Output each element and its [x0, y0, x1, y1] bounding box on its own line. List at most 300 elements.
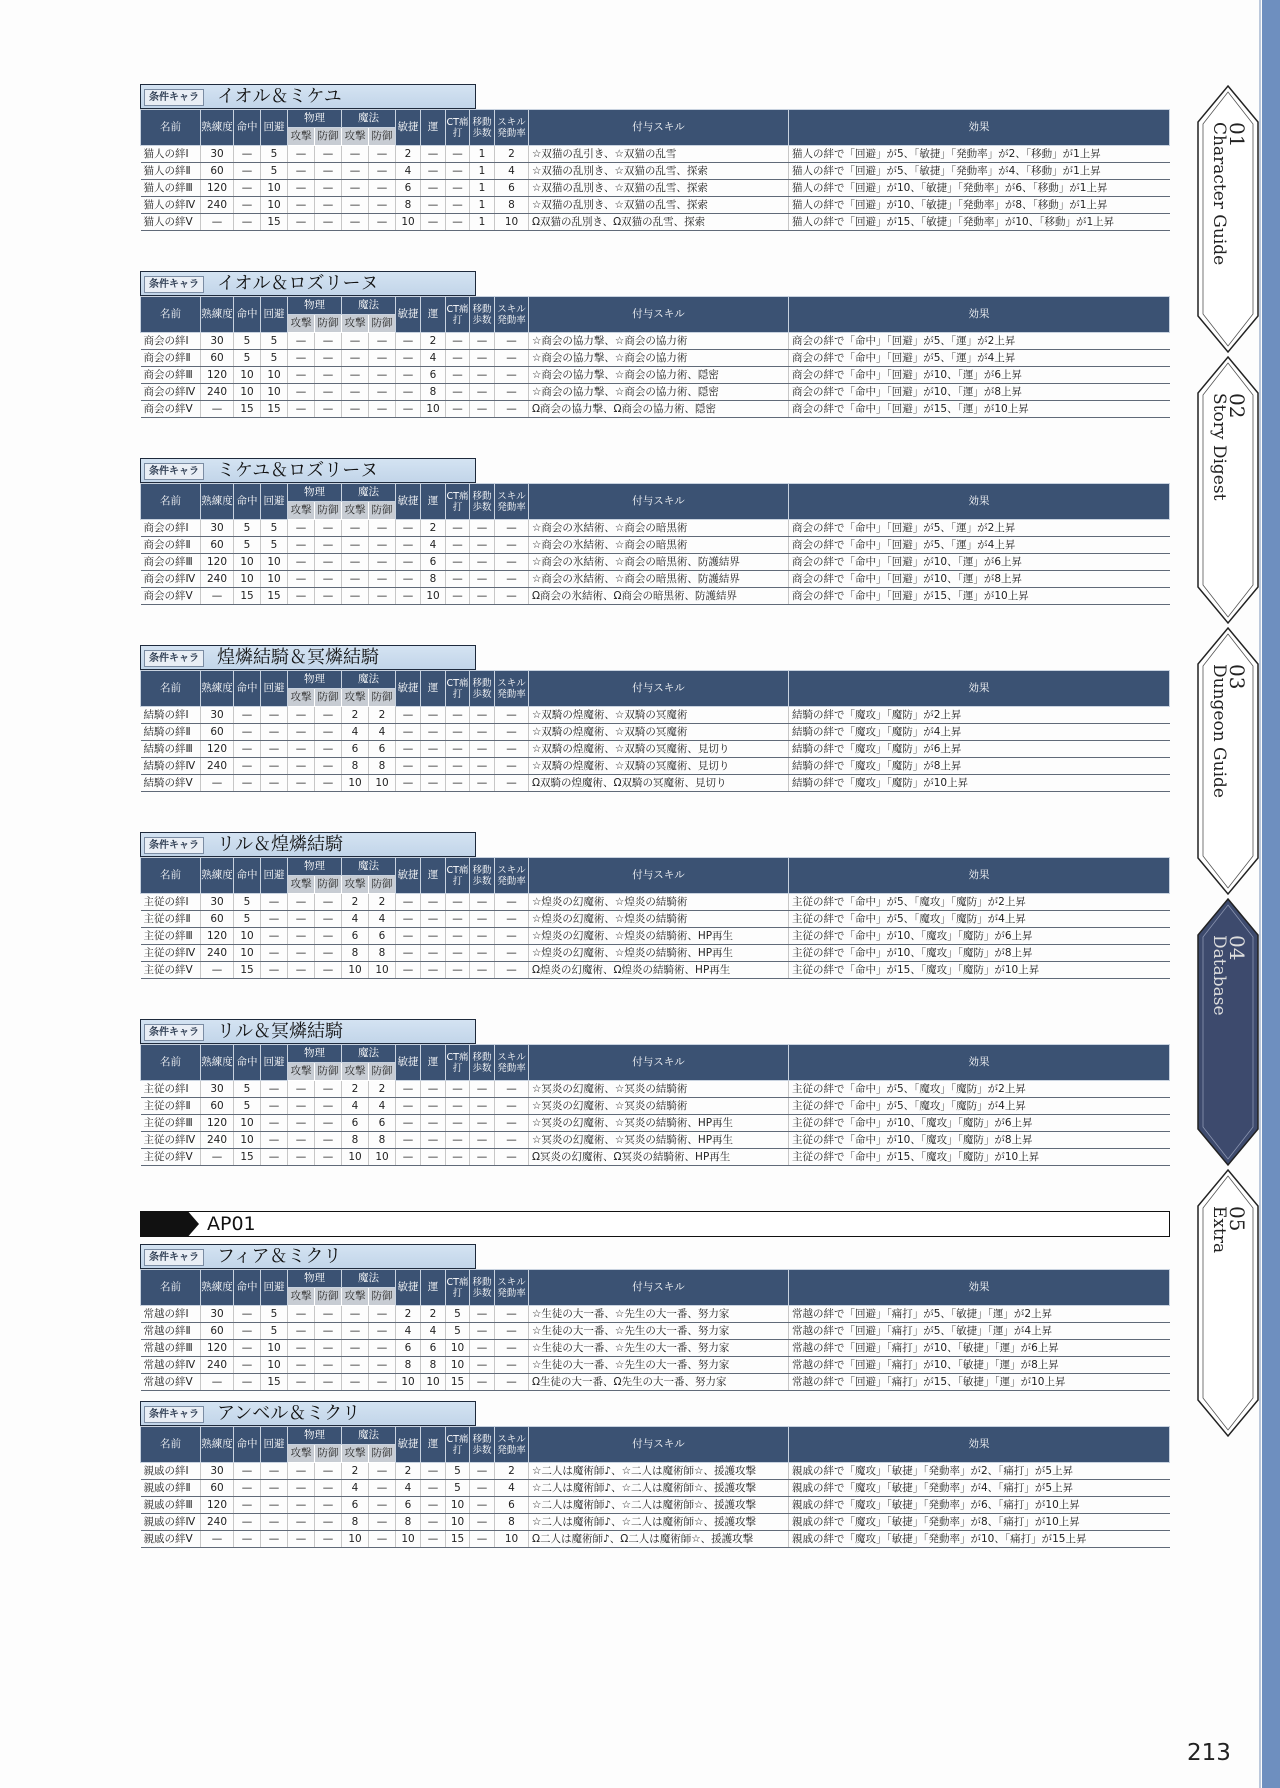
table-cell: — — [288, 1115, 315, 1132]
bond-stats-table — [140, 1426, 1170, 1548]
table-cell: — — [470, 333, 495, 350]
table-cell: — — [396, 1081, 421, 1098]
condition-characters: リル＆煌燐結騎 — [217, 834, 343, 855]
table-cell: — — [369, 537, 396, 554]
table-cell: 1 — [470, 146, 495, 163]
table-cell: ☆冥炎の幻魔術、☆冥炎の結騎術、HP再生 — [529, 1115, 789, 1132]
col-header-accuracy: 命中 — [234, 110, 261, 146]
condition-characters: ミケユ＆ロズリーヌ — [217, 460, 379, 481]
table-cell: — — [421, 163, 446, 180]
table-cell: — — [495, 1323, 529, 1340]
table-row — [141, 724, 1170, 741]
table-cell: 30 — [201, 1306, 234, 1323]
table-cell: — — [396, 333, 421, 350]
condition-label — [140, 1401, 476, 1426]
col-header-luck: 運 — [421, 671, 446, 707]
table-row — [141, 758, 1170, 775]
table-cell: 常越の絆で「回避」「痛打」が15、「敏捷」「運」が10上昇 — [789, 1374, 1170, 1391]
table-cell: — — [261, 758, 288, 775]
side-stripe — [1262, 0, 1280, 1788]
table-cell: — — [369, 1480, 396, 1497]
table-cell: — — [470, 1340, 495, 1357]
table-cell: 常越の絆で「回避」「痛打」が5、「敏捷」「運」が2上昇 — [789, 1306, 1170, 1323]
table-cell: — — [495, 1081, 529, 1098]
table-cell: 30 — [201, 707, 234, 724]
col-header-proficiency: 熟練度 — [201, 1427, 234, 1463]
table-cell: — — [342, 333, 369, 350]
table-cell: — — [315, 1306, 342, 1323]
table-row — [141, 163, 1170, 180]
table-cell: 商会の絆で「命中」「回避」が10、「運」が6上昇 — [789, 367, 1170, 384]
tab-chapter-01[interactable] — [1196, 84, 1260, 354]
table-cell: 主従の絆Ⅴ — [141, 1149, 201, 1166]
table-cell: 5 — [261, 537, 288, 554]
table-cell: — — [446, 1115, 470, 1132]
table-cell: 商会の絆Ⅳ — [141, 571, 201, 588]
table-row — [141, 707, 1170, 724]
table-row — [141, 1357, 1170, 1374]
table-cell: 4 — [495, 163, 529, 180]
table-cell: — — [495, 1115, 529, 1132]
table-cell: 6 — [396, 1497, 421, 1514]
col-header-physical-defense: 防御 — [315, 689, 342, 707]
table-cell: — — [446, 945, 470, 962]
col-header-magic-attack: 攻撃 — [342, 1445, 369, 1463]
table-cell: — — [234, 1497, 261, 1514]
table-cell: 10 — [446, 1357, 470, 1374]
table-cell: ☆二人は魔術師♪、☆二人は魔術師☆、援護攻撃 — [529, 1514, 789, 1531]
table-cell: — — [261, 1531, 288, 1548]
table-cell: 10 — [421, 401, 446, 418]
tab-label — [1209, 664, 1249, 798]
table-cell: — — [421, 1081, 446, 1098]
condition-badge: 条件キャラ — [144, 1406, 204, 1423]
table-cell: — — [495, 367, 529, 384]
table-cell: — — [369, 554, 396, 571]
table-cell: — — [495, 1149, 529, 1166]
table-cell: — — [495, 571, 529, 588]
table-cell: — — [288, 401, 315, 418]
col-header-granted-skill: 付与スキル — [529, 1045, 789, 1081]
table-cell: — — [446, 350, 470, 367]
col-header-luck: 運 — [421, 1270, 446, 1306]
table-cell: 15 — [234, 401, 261, 418]
col-header-skill-rate: スキル発動率 — [495, 1270, 529, 1306]
table-cell: — — [288, 1374, 315, 1391]
col-header-effect: 効果 — [789, 297, 1170, 333]
table-cell: — — [495, 333, 529, 350]
col-header-magic-defense: 防御 — [369, 876, 396, 894]
table-cell: — — [261, 1149, 288, 1166]
col-header-evasion: 回避 — [261, 1045, 288, 1081]
col-header-effect: 効果 — [789, 110, 1170, 146]
tab-chapter-02[interactable] — [1196, 355, 1260, 625]
table-cell: — — [446, 724, 470, 741]
col-header-granted-skill: 付与スキル — [529, 484, 789, 520]
table-cell: — — [495, 384, 529, 401]
table-cell: — — [342, 384, 369, 401]
table-cell: 結騎の絆で「魔攻」「魔防」が6上昇 — [789, 741, 1170, 758]
col-header-magic: 魔法 — [342, 671, 396, 689]
col-header-agility: 敏捷 — [396, 671, 421, 707]
table-cell: — — [288, 1463, 315, 1480]
table-cell: — — [288, 554, 315, 571]
table-cell: — — [288, 520, 315, 537]
table-cell: — — [470, 1132, 495, 1149]
table-row — [141, 1374, 1170, 1391]
table-cell: — — [342, 554, 369, 571]
table-cell: 商会の絆Ⅰ — [141, 333, 201, 350]
table-cell: 1 — [470, 214, 495, 231]
table-cell: — — [342, 1323, 369, 1340]
condition-characters: イオル＆ロズリーヌ — [217, 273, 379, 294]
col-header-magic-attack: 攻撃 — [342, 128, 369, 146]
table-cell: — — [261, 1098, 288, 1115]
col-header-proficiency: 熟練度 — [201, 671, 234, 707]
bond-table-block — [140, 84, 1170, 231]
table-cell: — — [369, 520, 396, 537]
table-row — [141, 962, 1170, 979]
table-cell: 30 — [201, 146, 234, 163]
table-cell: — — [470, 758, 495, 775]
table-cell: — — [288, 945, 315, 962]
table-cell: 常越の絆で「回避」「痛打」が5、「敏捷」「運」が4上昇 — [789, 1323, 1170, 1340]
table-cell: — — [288, 741, 315, 758]
table-cell: — — [342, 1340, 369, 1357]
col-header-magic-defense: 防御 — [369, 502, 396, 520]
col-header-accuracy: 命中 — [234, 1045, 261, 1081]
table-cell: 結騎の絆Ⅳ — [141, 758, 201, 775]
table-cell: 8 — [342, 1514, 369, 1531]
table-cell: — — [369, 350, 396, 367]
col-header-physical-defense: 防御 — [315, 128, 342, 146]
table-cell: — — [369, 180, 396, 197]
col-header-move-steps: 移動歩数 — [470, 110, 495, 146]
table-cell: 2 — [495, 146, 529, 163]
table-cell: ☆二人は魔術師♪、☆二人は魔術師☆、援護攻撃 — [529, 1480, 789, 1497]
table-cell: — — [315, 197, 342, 214]
table-cell: — — [396, 724, 421, 741]
table-cell: — — [288, 571, 315, 588]
table-cell: — — [470, 401, 495, 418]
table-cell: 30 — [201, 333, 234, 350]
table-cell: ☆双騎の煌魔術、☆双騎の冥魔術、見切り — [529, 758, 789, 775]
table-cell: 親戚の絆で「魔攻」「敏捷」「発動率」が6、「痛打」が10上昇 — [789, 1497, 1170, 1514]
table-cell: 8 — [396, 197, 421, 214]
col-header-effect: 効果 — [789, 858, 1170, 894]
table-cell: 4 — [342, 724, 369, 741]
table-cell: 常越の絆で「回避」「痛打」が10、「敏捷」「運」が6上昇 — [789, 1340, 1170, 1357]
table-cell: — — [288, 163, 315, 180]
col-header-physical-attack: 攻撃 — [288, 689, 315, 707]
table-cell: 商会の絆で「命中」「回避」が5、「運」が2上昇 — [789, 333, 1170, 350]
table-cell: — — [396, 520, 421, 537]
table-cell: — — [288, 758, 315, 775]
table-cell: 10 — [234, 945, 261, 962]
table-cell: — — [288, 350, 315, 367]
table-cell: 8 — [369, 945, 396, 962]
table-cell: — — [396, 350, 421, 367]
table-cell: 60 — [201, 911, 234, 928]
bond-table-block — [140, 1019, 1170, 1166]
table-cell: — — [369, 1340, 396, 1357]
table-cell: — — [470, 367, 495, 384]
table-cell: — — [342, 350, 369, 367]
table-cell: — — [396, 911, 421, 928]
table-cell: 親戚の絆Ⅴ — [141, 1531, 201, 1548]
table-cell: — — [369, 1306, 396, 1323]
table-cell: ☆双猫の乱引き、☆双猫の乱雪 — [529, 146, 789, 163]
col-header-magic-defense: 防御 — [369, 1063, 396, 1081]
table-cell: — — [396, 707, 421, 724]
col-header-ct-critical: CT痛打 — [446, 484, 470, 520]
table-cell: — — [421, 758, 446, 775]
table-cell: 10 — [396, 214, 421, 231]
col-header-accuracy: 命中 — [234, 858, 261, 894]
table-cell: — — [315, 180, 342, 197]
table-row — [141, 367, 1170, 384]
col-header-skill-rate: スキル発動率 — [495, 858, 529, 894]
tab-label — [1209, 122, 1249, 266]
table-cell: 5 — [261, 333, 288, 350]
condition-badge: 条件キャラ — [144, 1024, 204, 1041]
col-header-evasion: 回避 — [261, 858, 288, 894]
table-cell: ☆双猫の乱別き、☆双猫の乱雪、探索 — [529, 180, 789, 197]
col-header-evasion: 回避 — [261, 484, 288, 520]
table-cell: — — [288, 1132, 315, 1149]
col-header-proficiency: 熟練度 — [201, 1270, 234, 1306]
table-cell: — — [495, 1340, 529, 1357]
table-cell: 結騎の絆Ⅰ — [141, 707, 201, 724]
table-cell: — — [396, 571, 421, 588]
table-cell: ☆二人は魔術師♪、☆二人は魔術師☆、援護攻撃 — [529, 1463, 789, 1480]
bond-stats-table — [140, 857, 1170, 979]
table-cell: 商会の絆で「命中」「回避」が5、「運」が4上昇 — [789, 537, 1170, 554]
col-header-name: 名前 — [141, 484, 201, 520]
table-cell: ☆生徒の大一番、☆先生の大一番、努力家 — [529, 1306, 789, 1323]
table-cell: ☆煌炎の幻魔術、☆煌炎の結騎術、HP再生 — [529, 928, 789, 945]
tab-title: Story Digest — [1209, 393, 1229, 501]
table-cell: — — [396, 1132, 421, 1149]
table-cell: — — [288, 214, 315, 231]
table-cell: — — [495, 520, 529, 537]
table-cell: 猫人の絆で「回避」が5、「敏捷」「発動率」が2、「移動」が1上昇 — [789, 146, 1170, 163]
table-cell: 主従の絆で「命中」が5、「魔攻」「魔防」が2上昇 — [789, 1081, 1170, 1098]
table-cell: ☆冥炎の幻魔術、☆冥炎の結騎術 — [529, 1098, 789, 1115]
table-cell: 猫人の絆Ⅱ — [141, 163, 201, 180]
table-cell: ☆双騎の煌魔術、☆双騎の冥魔術 — [529, 707, 789, 724]
bond-stats-table — [140, 109, 1170, 231]
table-cell: 猫人の絆で「回避」が10、「敏捷」「発動率」が8、「移動」が1上昇 — [789, 197, 1170, 214]
table-cell: 8 — [421, 571, 446, 588]
table-cell: — — [446, 1149, 470, 1166]
table-cell: — — [369, 197, 396, 214]
table-cell: — — [421, 1115, 446, 1132]
table-cell: — — [315, 1081, 342, 1098]
table-row — [141, 1132, 1170, 1149]
table-cell: — — [234, 1306, 261, 1323]
table-cell: 10 — [234, 1132, 261, 1149]
condition-characters: フィア＆ミクリ — [217, 1246, 342, 1267]
col-header-evasion: 回避 — [261, 1270, 288, 1306]
table-cell: 主従の絆で「命中」が5、「魔攻」「魔防」が2上昇 — [789, 894, 1170, 911]
table-cell: — — [288, 1357, 315, 1374]
table-cell: — — [396, 928, 421, 945]
table-cell: — — [288, 894, 315, 911]
table-cell: — — [470, 1115, 495, 1132]
table-cell: — — [446, 911, 470, 928]
table-cell: 6 — [421, 554, 446, 571]
table-cell: — — [470, 554, 495, 571]
table-row — [141, 146, 1170, 163]
header-row — [141, 1045, 1170, 1063]
table-cell: 5 — [446, 1480, 470, 1497]
col-header-skill-rate: スキル発動率 — [495, 1045, 529, 1081]
col-header-physical-attack: 攻撃 — [288, 1445, 315, 1463]
tab-number: 05 — [1225, 1206, 1249, 1232]
col-header-agility: 敏捷 — [396, 1427, 421, 1463]
col-header-physical-attack: 攻撃 — [288, 1288, 315, 1306]
section-bar-ap01 — [140, 1211, 1170, 1237]
table-cell: 2 — [421, 1306, 446, 1323]
table-row — [141, 350, 1170, 367]
bond-table-block — [140, 458, 1170, 605]
col-header-granted-skill: 付与スキル — [529, 1427, 789, 1463]
col-header-physical-defense: 防御 — [315, 876, 342, 894]
table-cell: — — [470, 1357, 495, 1374]
table-cell: 8 — [495, 197, 529, 214]
table-cell: — — [421, 1480, 446, 1497]
table-cell: — — [342, 571, 369, 588]
table-cell: Ω煌炎の幻魔術、Ω煌炎の結騎術、HP再生 — [529, 962, 789, 979]
table-cell: 主従の絆Ⅰ — [141, 1081, 201, 1098]
table-cell: 8 — [342, 945, 369, 962]
table-cell: — — [261, 962, 288, 979]
table-cell: — — [470, 384, 495, 401]
col-header-skill-rate: スキル発動率 — [495, 297, 529, 333]
table-cell: 4 — [342, 1098, 369, 1115]
col-header-agility: 敏捷 — [396, 1045, 421, 1081]
table-cell: ☆生徒の大一番、☆先生の大一番、努力家 — [529, 1357, 789, 1374]
table-cell: 10 — [396, 1374, 421, 1391]
col-header-move-steps: 移動歩数 — [470, 484, 495, 520]
table-row — [141, 520, 1170, 537]
table-cell: — — [261, 911, 288, 928]
table-cell: — — [342, 588, 369, 605]
table-cell: — — [396, 1149, 421, 1166]
table-cell: — — [315, 775, 342, 792]
table-row — [141, 554, 1170, 571]
col-header-ct-critical: CT痛打 — [446, 858, 470, 894]
tab-chapter-03[interactable] — [1196, 626, 1260, 896]
table-cell: — — [315, 894, 342, 911]
table-cell: 15 — [234, 1149, 261, 1166]
table-cell: ☆煌炎の幻魔術、☆煌炎の結騎術 — [529, 894, 789, 911]
tab-chapter-05[interactable] — [1196, 1168, 1260, 1438]
table-cell: — — [470, 1098, 495, 1115]
tab-chapter-04[interactable] — [1196, 897, 1260, 1167]
table-row — [141, 1115, 1170, 1132]
table-row — [141, 928, 1170, 945]
col-header-physical-defense: 防御 — [315, 315, 342, 333]
table-cell: 30 — [201, 520, 234, 537]
table-cell: 60 — [201, 163, 234, 180]
table-cell: — — [495, 1374, 529, 1391]
table-cell: 主従の絆Ⅰ — [141, 894, 201, 911]
table-cell: ☆双騎の煌魔術、☆双騎の冥魔術 — [529, 724, 789, 741]
table-cell: — — [261, 1081, 288, 1098]
table-cell: 主従の絆Ⅳ — [141, 945, 201, 962]
col-header-proficiency: 熟練度 — [201, 1045, 234, 1081]
table-cell: 親戚の絆で「魔攻」「敏捷」「発動率」が10、「痛打」が15上昇 — [789, 1531, 1170, 1548]
table-cell: — — [421, 724, 446, 741]
table-cell: — — [470, 724, 495, 741]
tab-title: Extra — [1209, 1206, 1229, 1254]
table-cell: — — [446, 146, 470, 163]
bond-table-block — [140, 832, 1170, 979]
table-cell: — — [342, 214, 369, 231]
table-cell: — — [421, 1531, 446, 1548]
table-row — [141, 1323, 1170, 1340]
table-cell: 親戚の絆Ⅲ — [141, 1497, 201, 1514]
condition-label — [140, 84, 476, 109]
condition-label — [140, 645, 476, 670]
table-cell: 240 — [201, 945, 234, 962]
table-cell: 結騎の絆で「魔攻」「魔防」が10上昇 — [789, 775, 1170, 792]
bond-table-block — [140, 1244, 1170, 1391]
table-cell: 2 — [369, 1081, 396, 1098]
table-cell: 1 — [470, 163, 495, 180]
condition-label — [140, 1244, 476, 1269]
table-cell: — — [315, 520, 342, 537]
table-cell: 常越の絆で「回避」「痛打」が10、「敏捷」「運」が8上昇 — [789, 1357, 1170, 1374]
table-cell: 主従の絆で「命中」が10、「魔攻」「魔防」が8上昇 — [789, 945, 1170, 962]
table-cell: — — [369, 163, 396, 180]
table-cell: — — [421, 197, 446, 214]
bond-stats-table — [140, 296, 1170, 418]
table-cell: 6 — [396, 1340, 421, 1357]
col-header-magic-defense: 防御 — [369, 1288, 396, 1306]
table-cell: 10 — [261, 1340, 288, 1357]
table-cell: 10 — [261, 180, 288, 197]
table-cell: 120 — [201, 1340, 234, 1357]
tab-title: Character Guide — [1209, 122, 1229, 266]
col-header-effect: 効果 — [789, 484, 1170, 520]
table-cell: 2 — [342, 1081, 369, 1098]
table-cell: — — [315, 1323, 342, 1340]
table-cell: 120 — [201, 1497, 234, 1514]
table-cell: — — [315, 1463, 342, 1480]
table-cell: — — [470, 1480, 495, 1497]
table-cell: 10 — [342, 775, 369, 792]
col-header-skill-rate: スキル発動率 — [495, 671, 529, 707]
table-cell: 10 — [369, 962, 396, 979]
table-cell: 結騎の絆で「魔攻」「魔防」が2上昇 — [789, 707, 1170, 724]
table-cell: 10 — [261, 367, 288, 384]
col-header-effect: 効果 — [789, 1427, 1170, 1463]
table-cell: — — [315, 214, 342, 231]
table-cell: — — [261, 894, 288, 911]
table-cell: — — [315, 1497, 342, 1514]
table-cell: — — [421, 928, 446, 945]
table-cell: 主従の絆で「命中」が10、「魔攻」「魔防」が8上昇 — [789, 1132, 1170, 1149]
table-row — [141, 1098, 1170, 1115]
table-cell: 240 — [201, 1132, 234, 1149]
table-cell: 1 — [470, 180, 495, 197]
col-header-agility: 敏捷 — [396, 1270, 421, 1306]
table-cell: 商会の絆で「命中」「回避」が10、「運」が8上昇 — [789, 571, 1170, 588]
table-row — [141, 775, 1170, 792]
